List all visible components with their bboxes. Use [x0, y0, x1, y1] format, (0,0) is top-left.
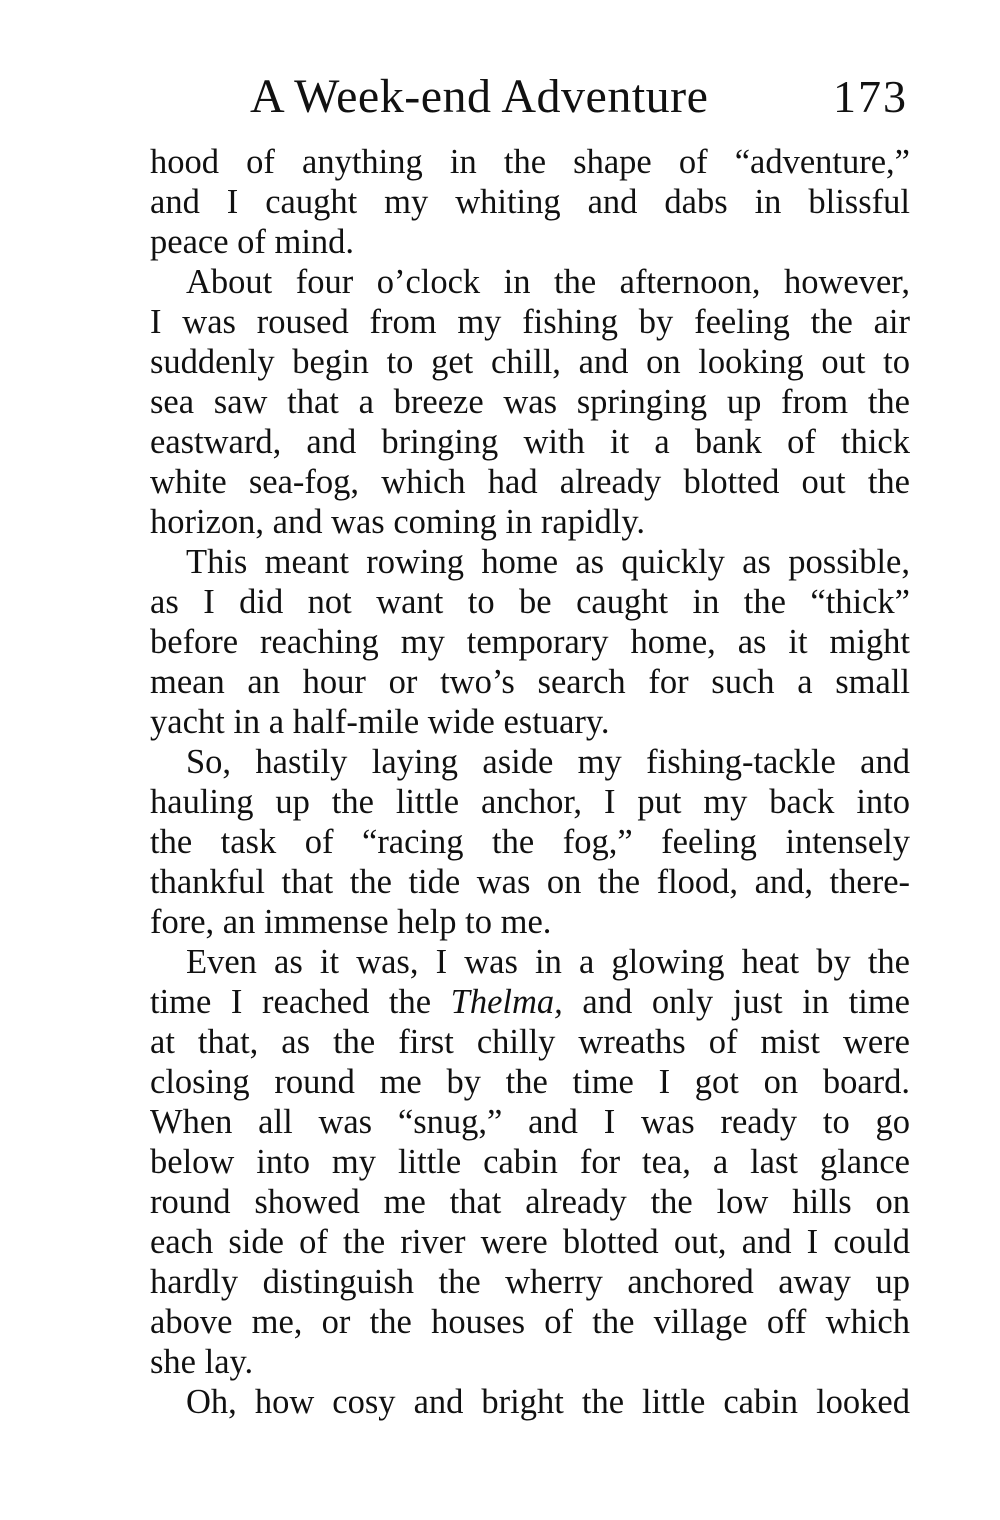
text-line: When all was “snug,” and I was ready to go: [150, 1103, 910, 1141]
text-line: hardly distinguish the wherry anchored away up: [150, 1263, 910, 1301]
ship-name: Thelma,: [450, 983, 563, 1021]
text-line: and I caught my whiting and dabs in blissful: [150, 183, 910, 221]
page-number: 173: [833, 71, 908, 122]
running-title: A Week-end Adventure: [250, 70, 709, 123]
running-head: [150, 66, 910, 128]
text-segment: and only just in time: [562, 983, 910, 1021]
text-line: eastward, and bringing with it a bank of thick: [150, 423, 910, 461]
text-line: Even as it was, I was in a glowing heat by the: [186, 943, 910, 981]
text-line: This meant rowing home as quickly as possible,: [186, 543, 910, 581]
text-line: she lay.: [150, 1343, 254, 1381]
text-line: So, hastily laying aside my fishing-tackle and: [186, 743, 910, 781]
text-line: About four o’clock in the afternoon, however,: [186, 263, 910, 301]
text-line: the task of “racing the fog,” feeling intensely: [150, 823, 910, 861]
text-line: white sea-fog, which had already blotted out the: [150, 463, 910, 501]
text-line: below into my little cabin for tea, a last glance: [150, 1143, 910, 1181]
text-line: suddenly begin to get chill, and on looking out to: [150, 343, 910, 381]
text-line: sea saw that a breeze was springing up from the: [150, 383, 910, 421]
text-line: each side of the river were blotted out, and I could: [150, 1223, 910, 1261]
text-line: peace of mind.: [150, 223, 355, 261]
text-segment: time I reached the: [150, 983, 451, 1021]
text-line: Oh, how cosy and bright the little cabin looked: [186, 1383, 910, 1421]
text-line: at that, as the first chilly wreaths of mist were: [150, 1023, 910, 1061]
text-line: mean an hour or two’s search for such a small: [150, 663, 910, 701]
text-line: hauling up the little anchor, I put my back into: [150, 783, 910, 821]
text-line: fore, an immense help to me.: [150, 903, 552, 941]
text-line: [150, 982, 910, 1022]
text-line: as I did not want to be caught in the “thick”: [150, 583, 910, 621]
text-line: thankful that the tide was on the flood, and, there-: [150, 863, 910, 901]
text-line: yacht in a half-mile wide estuary.: [150, 703, 610, 741]
text-line: before reaching my temporary home, as it might: [150, 623, 910, 661]
text-line: hood of anything in the shape of “adventure,”: [150, 143, 910, 181]
text-line: above me, or the houses of the village off which: [150, 1303, 910, 1341]
body-text: [150, 142, 910, 1422]
text-line: horizon, and was coming in rapidly.: [150, 503, 646, 541]
text-line: I was roused from my fishing by feeling the air: [150, 303, 910, 341]
text-line: closing round me by the time I got on board.: [150, 1063, 910, 1101]
text-line: round showed me that already the low hills on: [150, 1183, 910, 1221]
